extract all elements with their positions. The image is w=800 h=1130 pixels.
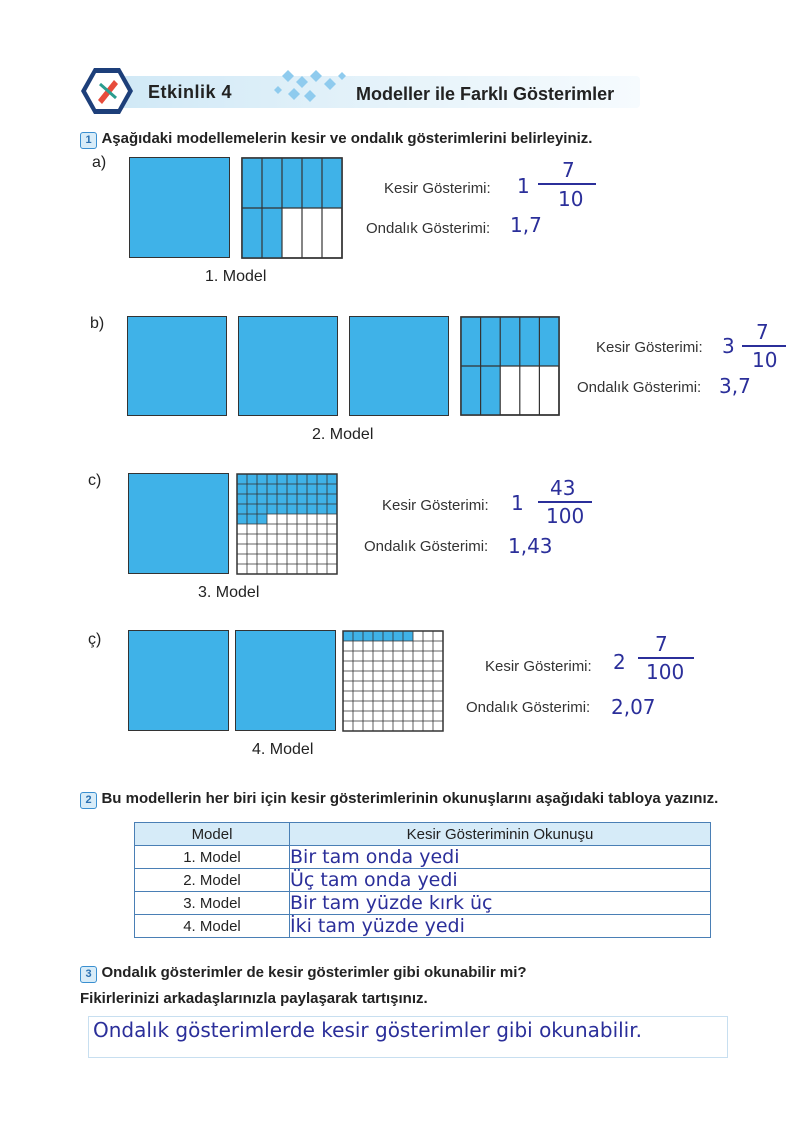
table-cell-reading: Üç tam onda yedi (290, 869, 711, 892)
question-number-2: 2 (80, 792, 97, 809)
model-cc-numerator: 7 (655, 632, 668, 656)
table-header-model: Model (135, 823, 290, 846)
model-b-caption: 2. Model (312, 426, 374, 443)
model-cc-whole: 2 (613, 650, 626, 674)
model-a-caption: 1. Model (205, 268, 267, 285)
model-a-fraction-bar (538, 183, 596, 185)
decorative-diamonds-icon (268, 66, 358, 110)
model-cc-letter: ç) (88, 631, 102, 648)
model-cc-kesir-label: Kesir Gösterimi: (485, 658, 592, 675)
question-number-1: 1 (80, 132, 97, 149)
table-row (135, 869, 711, 892)
model-b-fraction-bar (742, 345, 786, 347)
question-number-3: 3 (80, 966, 97, 983)
model-a-tenths-grid (241, 157, 343, 259)
model-b-full-square-1 (127, 316, 227, 416)
model-a-numerator: 7 (562, 158, 575, 182)
model-a-letter: a) (92, 154, 107, 171)
table-row (135, 892, 711, 915)
model-b-tenths-grid (460, 316, 562, 418)
model-cc-decimal: 2,07 (611, 695, 656, 719)
question-3 (80, 964, 527, 983)
activity-subtitle: Modeller ile Farklı Gösterimler (356, 84, 615, 104)
model-b-full-square-3 (349, 316, 449, 416)
model-b-whole: 3 (722, 334, 735, 358)
table-cell-reading: Bir tam yüzde kırk üç (290, 892, 711, 915)
model-b-decimal: 3,7 (719, 374, 751, 398)
model-b-letter: b) (90, 315, 105, 332)
model-cc-full-square-1 (128, 630, 229, 731)
model-c-ondalik-label: Ondalık Gösterimi: (364, 538, 489, 555)
model-cc-caption: 4. Model (252, 741, 314, 758)
model-a-decimal: 1,7 (510, 213, 542, 237)
table-header-reading: Kesir Gösteriminin Okunuşu (290, 823, 711, 846)
table-cell-model: 2. Model (135, 869, 290, 892)
model-b-ondalik-label: Ondalık Gösterimi: (577, 379, 702, 396)
question-3-line-1: Ondalık gösterimler de kesir gösterimler gibi okunabilir mi? (101, 964, 527, 981)
question-3-answer: Ondalık gösterimlerde kesir gösterimler gibi okunabilir. (93, 1018, 642, 1042)
model-c-caption: 3. Model (198, 584, 260, 601)
model-c-kesir-label: Kesir Gösterimi: (382, 497, 489, 514)
table-cell-model: 3. Model (135, 892, 290, 915)
model-a-denominator: 10 (558, 187, 584, 211)
model-c-fraction-bar (538, 501, 592, 503)
model-c-denominator: 100 (546, 504, 585, 528)
question-2 (80, 790, 718, 809)
reading-table (134, 822, 711, 938)
model-c-hundredths-grid (236, 473, 338, 575)
model-b-full-square-2 (238, 316, 338, 416)
model-a-ondalik-label: Ondalık Gösterimi: (366, 220, 491, 237)
model-a-full-square (129, 157, 230, 258)
table-row (135, 915, 711, 938)
table-row (135, 846, 711, 869)
question-1-text: Aşağıdaki modellemelerin kesir ve ondalık gösterimlerini belirleyiniz. (101, 130, 593, 147)
model-a-kesir-label: Kesir Gösterimi: (384, 180, 491, 197)
model-a-whole: 1 (517, 174, 530, 198)
table-cell-model: 1. Model (135, 846, 290, 869)
model-c-letter: c) (88, 472, 102, 489)
table-cell-reading: İki tam yüzde yedi (290, 915, 711, 938)
model-c-numerator: 43 (550, 476, 576, 500)
table-header-row (135, 823, 711, 846)
model-b-kesir-label: Kesir Gösterimi: (596, 339, 703, 356)
model-cc-denominator: 100 (646, 660, 685, 684)
question-2-text: Bu modellerin her biri için kesir gösterimlerinin okunuşlarını aşağıdaki tabloya yazınız. (101, 790, 719, 807)
model-b-numerator: 7 (756, 320, 769, 344)
activity-title: Etkinlik 4 (148, 82, 233, 102)
question-1 (80, 130, 592, 149)
activity-hexagon-icon (80, 66, 134, 116)
table-cell-reading: Bir tam onda yedi (290, 846, 711, 869)
model-c-whole: 1 (511, 491, 524, 515)
model-c-decimal: 1,43 (508, 534, 553, 558)
model-cc-ondalik-label: Ondalık Gösterimi: (466, 699, 591, 716)
model-c-full-square (128, 473, 229, 574)
question-3-line-2: Fikirlerinizi arkadaşlarınızla paylaşarak tartışınız. (80, 990, 428, 1007)
model-b-denominator: 10 (752, 348, 778, 372)
model-cc-full-square-2 (235, 630, 336, 731)
model-cc-hundredths-grid (342, 630, 444, 732)
model-cc-fraction-bar (638, 657, 694, 659)
table-cell-model: 4. Model (135, 915, 290, 938)
